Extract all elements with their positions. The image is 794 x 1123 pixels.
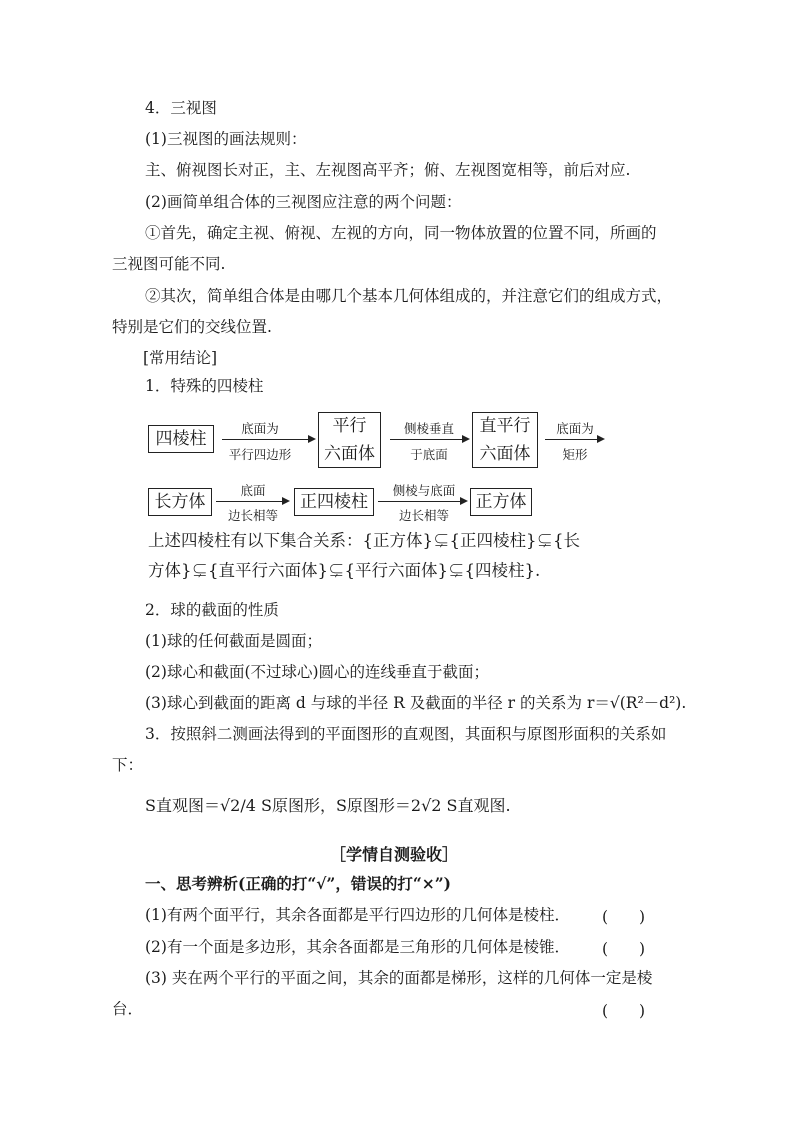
arrow — [378, 501, 466, 502]
arrow — [390, 439, 468, 440]
paragraph: 三视图可能不同. — [112, 255, 226, 273]
paragraph: 特别是它们的交线位置. — [112, 318, 272, 336]
paragraph: (1)三视图的画法规则： — [145, 130, 307, 148]
answer-blank[interactable]: ( ) — [602, 908, 646, 926]
arrow-label-bottom: 矩形 — [562, 447, 588, 462]
node-line: 六面体 — [324, 444, 375, 464]
arrow-label-bottom: 平行四边形 — [228, 447, 292, 462]
arrow — [545, 439, 603, 440]
paragraph: (2)画简单组合体的三视图应注意的两个问题： — [145, 193, 462, 211]
node-line: 六面体 — [479, 444, 531, 464]
paragraph: 下： — [112, 756, 144, 774]
arrow-label-top: 底面 — [240, 483, 266, 498]
question-3-cont: 台． — [112, 1000, 144, 1018]
arrow-label-bottom: 于底面 — [410, 447, 448, 462]
node-regular-quadrangular-prism: 正四棱柱 — [294, 488, 374, 516]
conclusion-item-3: 3．按照斜二测画法得到的平面图形的直观图，其面积与原图形面积的关系如 — [145, 725, 667, 743]
node-line: 直平行 — [479, 416, 531, 436]
node-line: 平行 — [332, 416, 367, 436]
arrow-label-bottom: 边长相等 — [227, 508, 278, 523]
arrow-label-top: 底面为 — [556, 421, 594, 436]
part-1-heading: 一、思考辨析(正确的打“√”，错误的打“×”) — [145, 874, 452, 893]
arrow-label-top: 侧棱垂直 — [403, 421, 454, 436]
conclusions-tag: [常用结论] — [143, 349, 218, 367]
paragraph: ②其次，简单组合体是由哪几个基本几何体组成的，并注意它们的组成方式， — [145, 287, 673, 305]
node-cube: 正方体 — [470, 488, 532, 516]
paragraph: (1)球的任何截面是圆面； — [145, 632, 322, 650]
paragraph: (2)球心和截面(不过球心)圆心的连线垂直于截面； — [145, 663, 490, 681]
conclusion-item-2: 2．球的截面的性质 — [145, 601, 279, 619]
arrow — [222, 439, 314, 440]
paragraph: (3)球心到截面的距离 d 与球的半径 R 及截面的半径 r 的关系为 r＝√(R²－d²). — [145, 694, 687, 712]
answer-blank[interactable]: ( ) — [602, 940, 646, 958]
set-relation-line: 方体}⊊{直平行六面体}⊊{平行六面体}⊊{四棱柱}. — [148, 561, 541, 580]
paragraph: 主、俯视图长对正，主、左视图高平齐；俯、左视图宽相等，前后对应. — [145, 161, 631, 179]
question-2: (2)有一个面是多边形，其余各面都是三角形的几何体是棱锥． — [145, 938, 570, 956]
answer-blank[interactable]: ( ) — [602, 1002, 646, 1020]
set-relation-line: 上述四棱柱有以下集合关系：{正方体}⊊{正四棱柱}⊊{长 — [148, 531, 580, 550]
arrow-label-top: 侧棱与底面 — [392, 483, 456, 498]
conclusion-item-1: 1．特殊的四棱柱 — [145, 377, 264, 395]
question-1: (1)有两个面平行，其余各面都是平行四边形的几何体是棱柱． — [145, 906, 570, 924]
section-4-title: 4．三视图 — [145, 99, 217, 117]
self-test-heading: ［学情自测验收］ — [330, 845, 459, 864]
arrow — [216, 501, 288, 502]
arrow-label-bottom: 边长相等 — [398, 508, 449, 523]
node-quadrangular-prism: 四棱柱 — [148, 425, 214, 453]
question-3: (3) 夹在两个平行的平面之间，其余的面都是梯形，这样的几何体一定是棱 — [145, 969, 653, 987]
arrow-label-top: 底面为 — [241, 421, 279, 436]
paragraph: ①首先，确定主视、俯视、左视的方向，同一物体放置的位置不同，所画的 — [145, 224, 657, 242]
node-cuboid: 长方体 — [148, 488, 212, 516]
area-formula: S直观图＝√2/4 S原图形，S原图形＝2√2 S直观图. — [145, 796, 511, 815]
node-right-parallelepiped — [472, 412, 538, 468]
node-parallelepiped — [318, 412, 381, 468]
